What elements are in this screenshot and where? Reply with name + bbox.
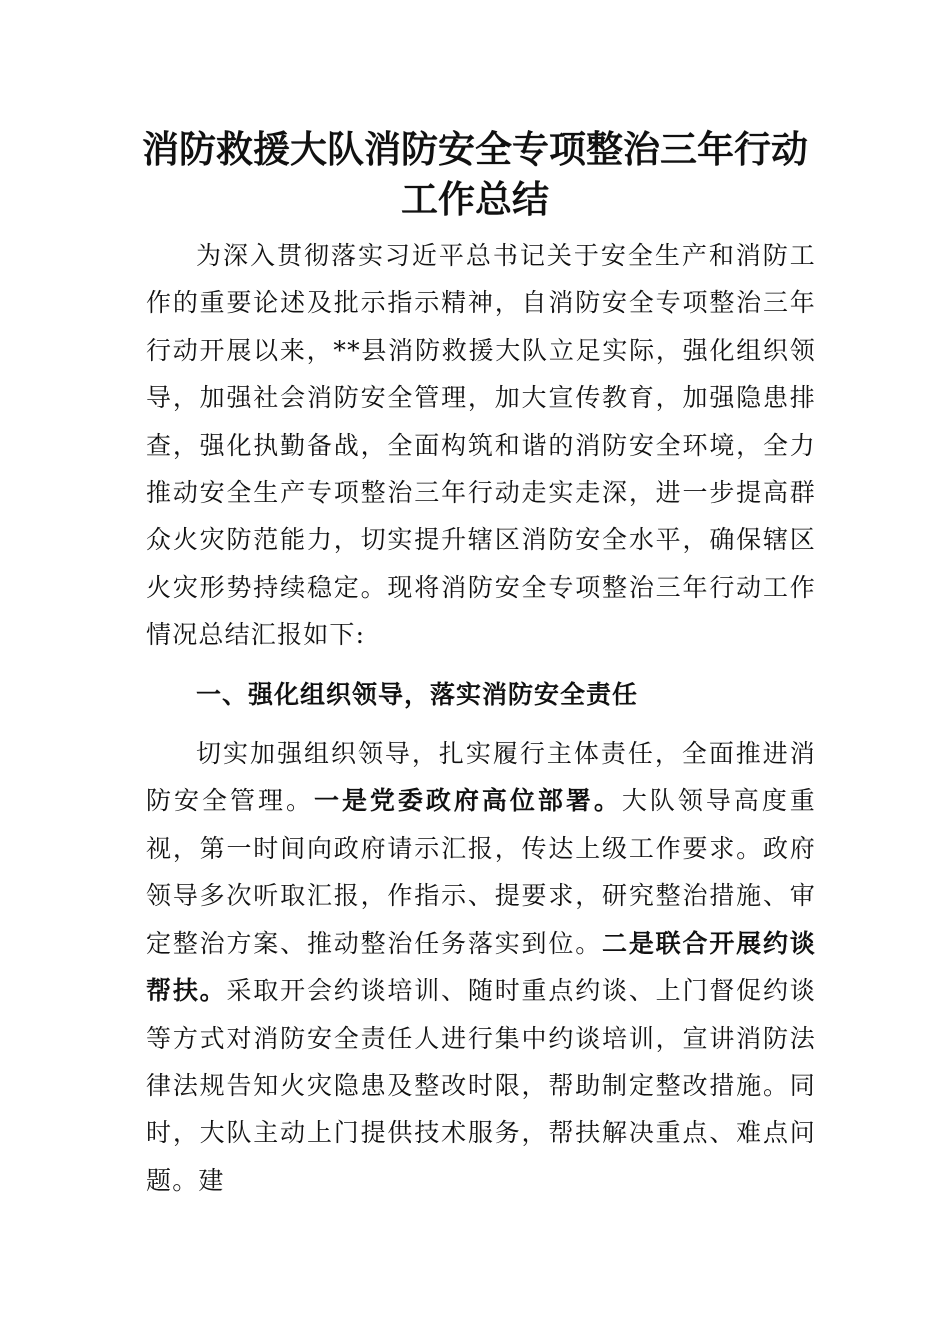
point-2-title: 二是联合开展约谈帮扶。 bbox=[146, 928, 816, 1006]
title-line-2: 工作总结 bbox=[401, 177, 549, 221]
document-title bbox=[100, 124, 850, 224]
point-1-text: 大队领导高度重视，第一时间向政府请示汇报，传达上级工作要求。政府领导多次听取汇报，作指示、提要求，研究整治措施、审定整治方案、推动整治任务落实到位。 bbox=[146, 786, 817, 958]
document-body bbox=[146, 232, 816, 1204]
section-1-heading: 一、强化组织领导，落实消防安全责任 bbox=[196, 679, 639, 709]
title-line-1: 消防救援大队消防安全专项整治三年行动 bbox=[142, 127, 808, 171]
point-1-title: 一是党委政府高位部署。 bbox=[313, 786, 622, 816]
section-1-paragraph bbox=[146, 730, 816, 1204]
intro-paragraph: 为深入贯彻落实习近平总书记关于安全生产和消防工作的重要论述及批示指示精神，自消防安全专项整治三年行动开展以来，**县消防救援大队立足实际，强化组织领导，加强社会消防安全管理，加大宣传教育，加强隐患排查，强化执勤备战，全面构筑和谐的消防安全环境，全力推动安全生产专项整治三年行动走实走深，进一步提高群众火灾防范能力，切实提升辖区消防安全水平，确保辖区火灾形势持续稳定。现将消防安全专项整治三年行动工作情况总结汇报如下: bbox=[146, 241, 816, 650]
point-2-text: 采取开会约谈培训、随时重点约谈、上门督促约谈等方式对消防安全责任人进行集中约谈培训，宣讲消防法律法规告知火灾隐患及整改时限，帮助制定整改措施。同时，大队主动上门提供技术服务，帮扶解决重点、难点问题。建 bbox=[146, 976, 816, 1195]
section-1-lead: 切实加强组织领导，扎实履行主体责任，全面推进消防安全管理。 bbox=[146, 739, 816, 816]
